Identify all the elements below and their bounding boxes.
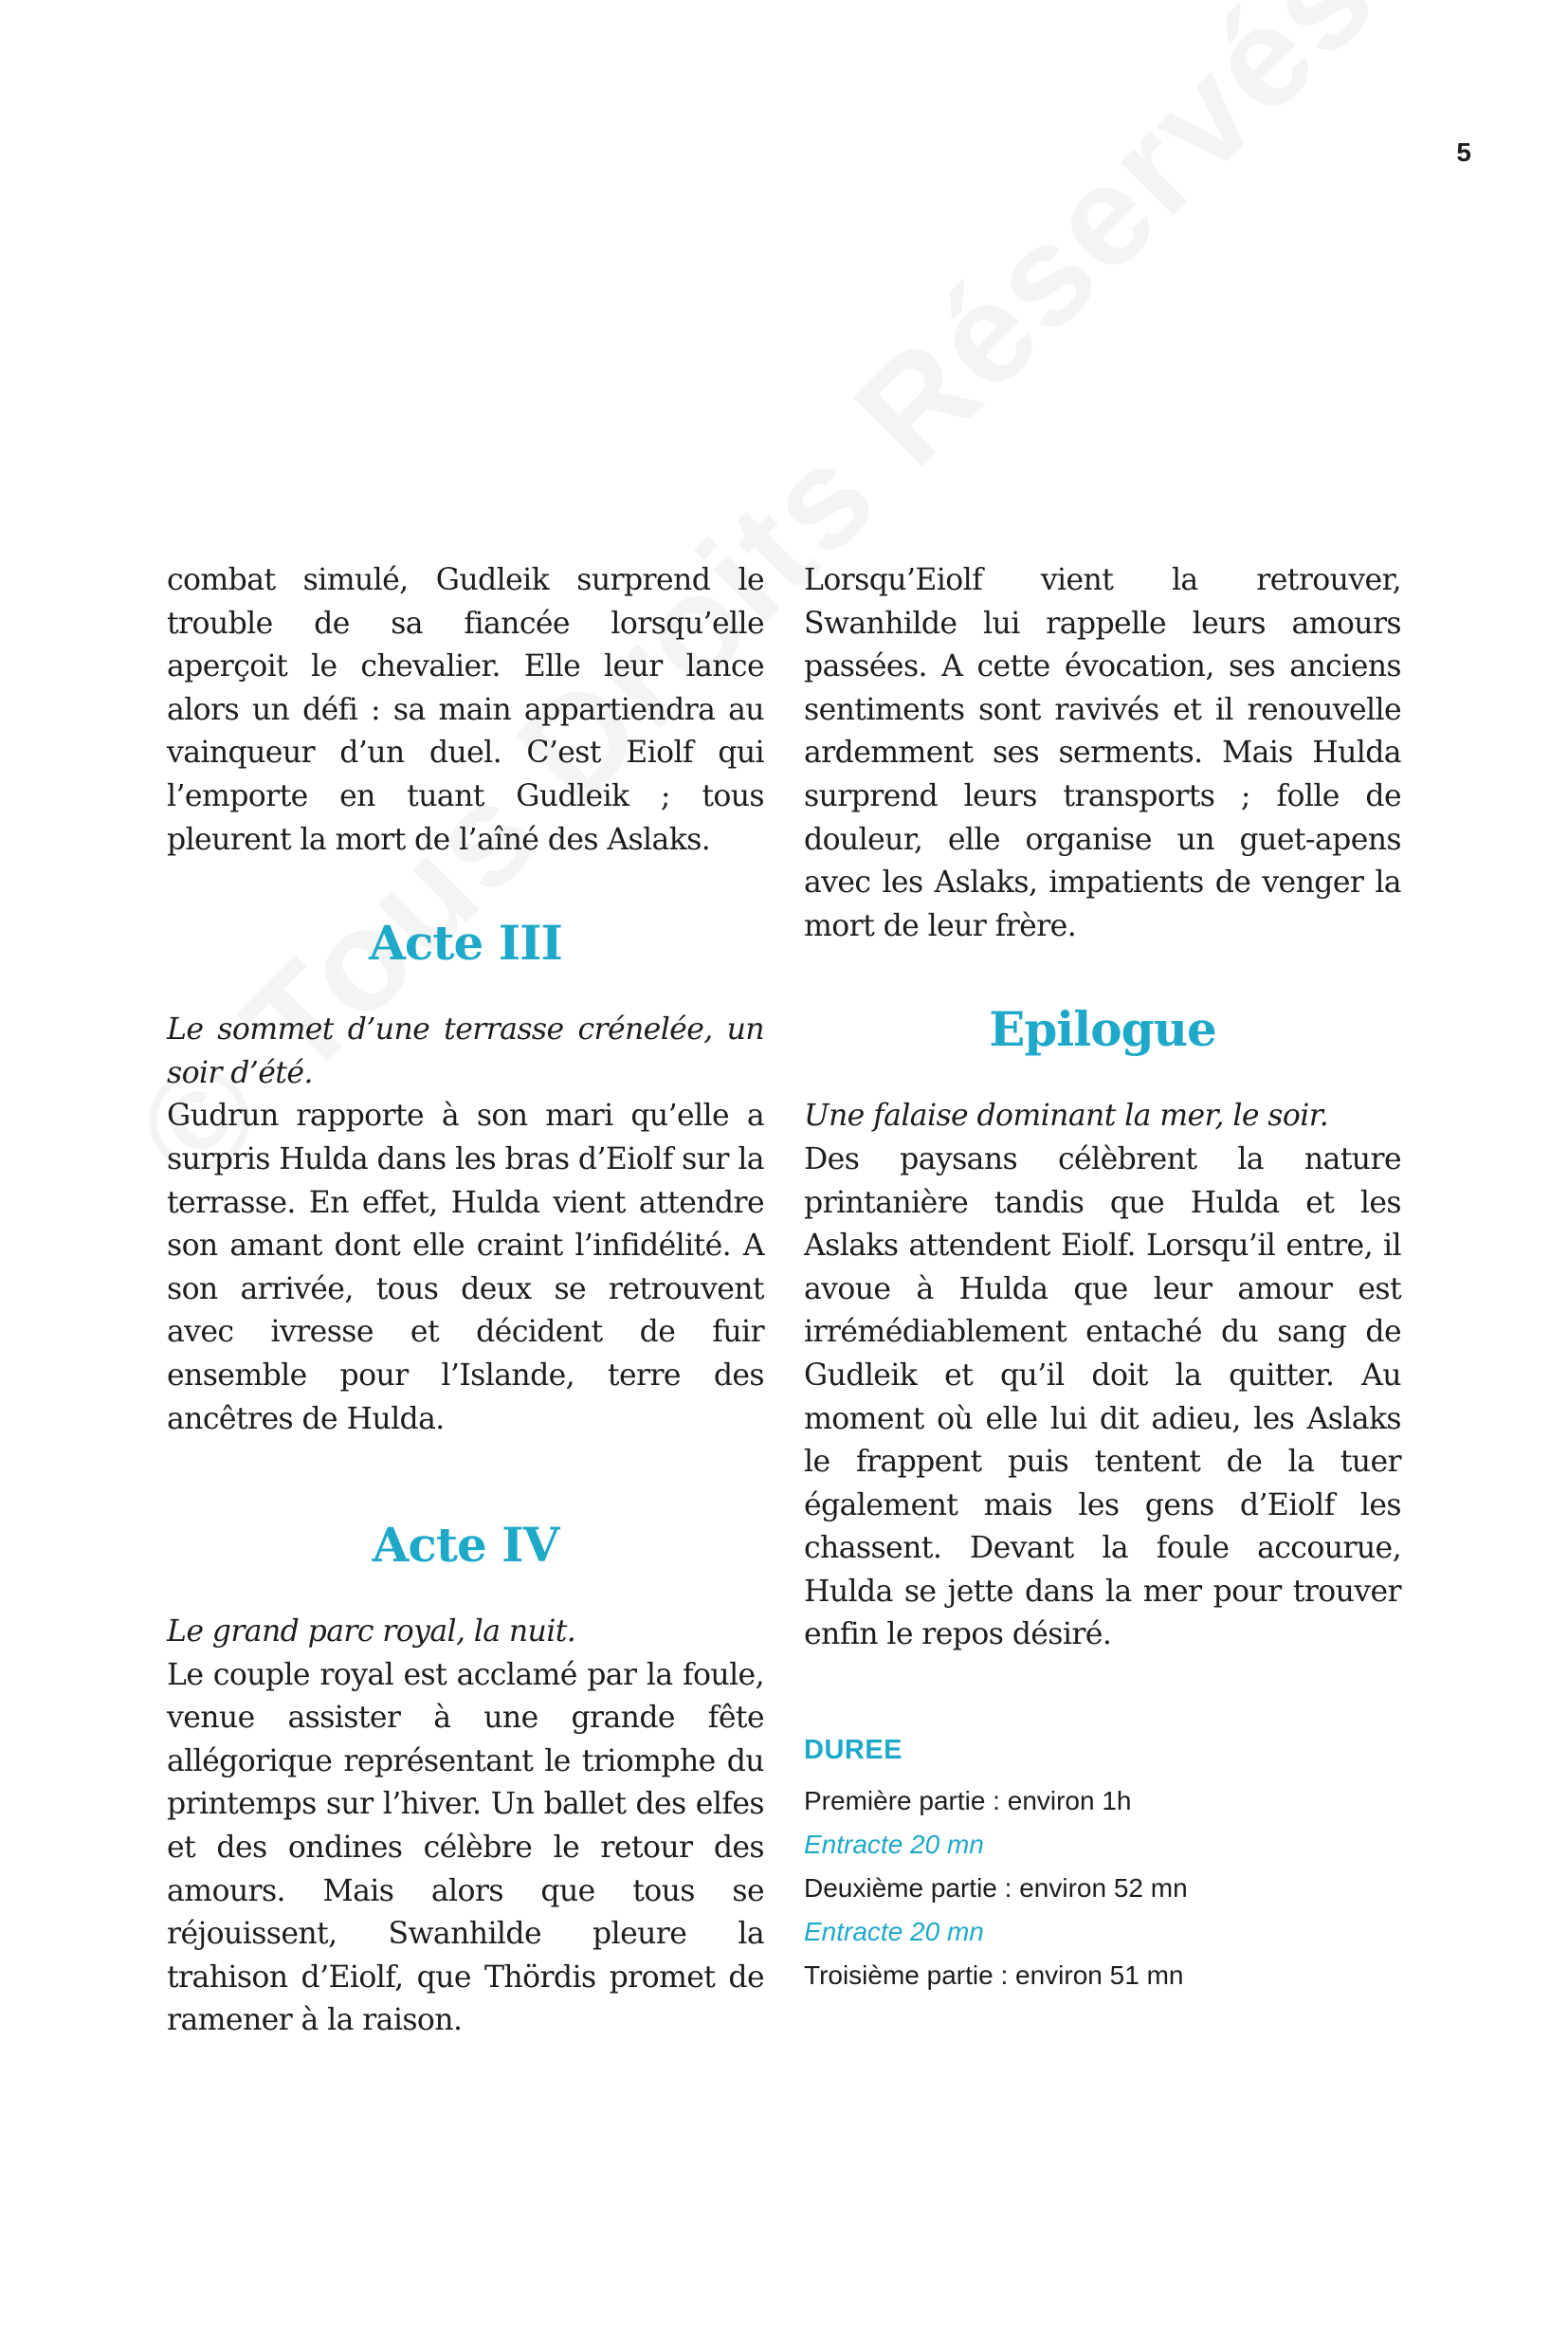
epilogue-text: Des paysans célèbrent la nature printanière tandis que Hulda et les Aslaks attendent Eiolf. Lorsqu’il entre, il avoue à Hulda que leur amour est irrémédiablement entaché du sang de Gudleik et qu’il doit la quitter. Au moment où elle lui dit adieu, les Aslaks le frappent puis tentent de la tuer également mais les gens d’Eiolf les chassent. Devant la foule accourue, Hulda se jette dans la mer pour trouver enfin le repos désiré. <box>804 1141 1401 1652</box>
duration-line-entracte1: Entracte 20 mn <box>804 1830 984 1859</box>
duration-line-part3: Troisième partie : environ 51 mn <box>804 1960 1184 1990</box>
page-number: 5 <box>1456 137 1471 167</box>
acte4-title: Acte IV <box>372 1517 559 1574</box>
duration-line-part1: Première partie : environ 1h <box>804 1786 1132 1815</box>
duration-line-part2: Deuxième partie : environ 52 mn <box>804 1873 1188 1903</box>
left-column <box>167 559 764 2043</box>
acte4-setting: Le grand parc royal, la nuit. <box>167 1614 576 1649</box>
duration-title: DUREE <box>804 1735 903 1765</box>
right-intro-paragraph: Lorsqu’Eiolf vient la retrouver, Swanhilde lui rappelle leurs amours passées. A cette évocation, ses anciens sentiments sont ravivés et il renouvelle ardemment ses serments. Mais Hulda surprend leurs transports ; folle de douleur, elle organise un guet-apens avec les Aslaks, impatients de venger la mort de leur frère. <box>804 563 1401 943</box>
right-column <box>804 559 1401 1657</box>
epilogue-title: Epilogue <box>989 1001 1216 1058</box>
acte3-setting: Le sommet d’une terrasse crénelée, un soir d’été. <box>167 1012 764 1090</box>
duration-line-entracte2: Entracte 20 mn <box>804 1917 984 1946</box>
acte4-text: Le couple royal est acclamé par la foule, venue assister à une grande fête allégorique représentant le triomphe du printemps sur l’hiver. Un ballet des elfes et des ondines célèbre le retour des amours. Mais alors que tous se réjouissent, Swanhilde pleure la trahison d’Eiolf, que Thördis promet de ramener à la raison. <box>167 1657 764 2038</box>
acte3-text: Gudrun rapporte à son mari qu’elle a surpris Hulda dans les bras d’Eiolf sur la terrasse. En effet, Hulda vient attendre son amant dont elle craint l’infidélité. A son arrivée, tous deux se retrouvent avec ivresse et décident de fuir ensemble pour l’Islande, terre des ancêtres de Hulda. <box>167 1099 764 1436</box>
duration-block <box>804 1735 1188 1997</box>
epilogue-setting: Une falaise dominant la mer, le soir. <box>804 1099 1329 1134</box>
acte3-title: Acte III <box>369 915 562 972</box>
left-intro-paragraph: combat simulé, Gudleik surprend le trouble de sa fiancée lorsqu’elle aperçoit le chevalier. Elle leur lance alors un défi : sa main appartiendra au vainqueur d’un duel. C’est Eiolf qui l’emporte en tuant Gudleik ; tous pleurent la mort de l’aîné des Aslaks. <box>167 563 764 857</box>
